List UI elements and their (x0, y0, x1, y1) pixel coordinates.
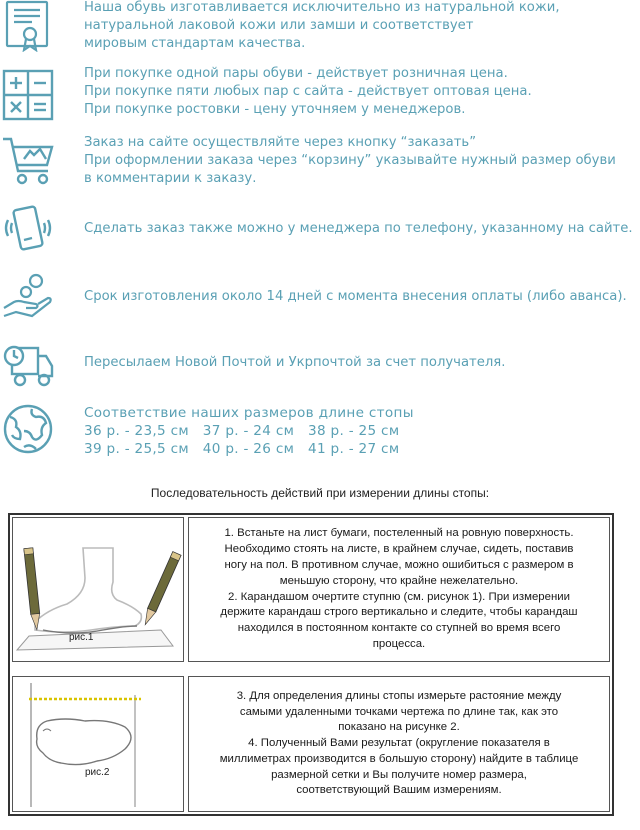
text-line: При покупке пяти любых пар с сайта - действует оптовая цена. (84, 84, 532, 99)
step-line: 4. Полученный Вами результат (округление показателя в (248, 737, 550, 750)
text-line: Наша обувь изготавливается исключительно из натуральной кожи, (84, 0, 560, 15)
delivery-truck-icon (2, 338, 54, 390)
info-text-phone (84, 220, 633, 238)
certificate-icon (2, 0, 54, 52)
info-text-sizes (84, 404, 414, 458)
step-line: миллиметрах производится в большую сторону) найдите в таблице (219, 752, 579, 765)
steps-table (8, 513, 614, 816)
text-line: Сделать заказ также можно у менеджера по телефону, указанному на сайте. (84, 221, 633, 236)
step-line: меньшую сторону, что крайне нежелательно. (279, 574, 519, 587)
step-line: процесса. (372, 637, 426, 650)
text-line: Заказ на сайте осуществляйте через кнопку “заказать” (84, 135, 477, 150)
figure-2-cell (12, 676, 184, 812)
figure-2-label: рис.2 (85, 767, 110, 778)
text-line: в комментарии к заказу. (84, 171, 257, 186)
step-line: 2. Карандашом очертите ступню (см. рисунок 1). При измерении (227, 590, 570, 603)
info-text-order (84, 134, 616, 188)
step-line: ногу на пол. В противном случае, можно ошибиться с размером в (224, 558, 574, 571)
step-line: 1. Встаньте на лист бумаги, постеленный на ровную поверхность. (224, 527, 574, 540)
step-text-1 (188, 517, 610, 662)
text-line: Срок изготовления около 14 дней с момента внесения оплаты (либо аванса). (84, 289, 627, 304)
text-line: Соответствие наших размеров длине стопы (84, 405, 414, 421)
figure-1-label: рис.1 (69, 632, 94, 643)
payment-hand-icon (2, 272, 54, 324)
info-text-quality (84, 0, 560, 53)
step-line: показано на рисунке 2. (338, 721, 460, 734)
phone-icon (2, 204, 54, 256)
text-line: При покупке одной пары обуви - действует розничная цена. (84, 66, 508, 81)
text-line: При оформлении заказа через “корзину” указывайте нужный размер обуви (84, 153, 616, 168)
shopping-cart-icon (2, 135, 54, 187)
info-text-production (84, 288, 627, 306)
step-line: 3. Для определения длины стопы измерьте растояние между (236, 689, 562, 702)
step-line: размерной сетки и Вы получите номер размера, (271, 768, 527, 781)
size-line: 36 р. - 23,5 см 37 р. - 24 см 38 р. - 25 см (84, 423, 400, 439)
step-line: самыми удаленными точками чертежа по длине так, как это (239, 705, 559, 718)
figure-1-cell (12, 517, 184, 662)
foot-tracing-illustration (13, 518, 183, 661)
foot-outline-measurement-illustration (13, 677, 183, 811)
section-title: Последовательность действий при измерении длины стопы: (150, 486, 490, 500)
size-line: 39 р. - 25,5 см 40 р. - 26 см 41 р. - 27 см (84, 441, 400, 457)
text-line: мировым стандартам качества. (84, 36, 306, 51)
step-line: держите карандаш строго вертикально и следите, чтобы карандаш (220, 606, 578, 619)
step-line: Необходимо стоять на листе, в крайнем случае, сидеть, поставив (224, 543, 574, 556)
step-line: находился в постоянном контакте со ступней во время всего (237, 622, 561, 635)
calculator-icon (2, 69, 54, 121)
info-text-pricing (84, 65, 532, 119)
info-text-delivery (84, 354, 505, 372)
globe-icon (2, 403, 54, 455)
text-line: натуральной лаковой кожи или замши и соответствует (84, 18, 474, 33)
step-line: соответствующий Вашим измерениям. (296, 784, 502, 797)
text-line: При покупке ростовки - цену уточняем у менеджеров. (84, 102, 466, 117)
text-line: Пересылаем Новой Почтой и Укрпочтой за счет получателя. (84, 355, 506, 370)
step-text-2 (188, 676, 610, 812)
